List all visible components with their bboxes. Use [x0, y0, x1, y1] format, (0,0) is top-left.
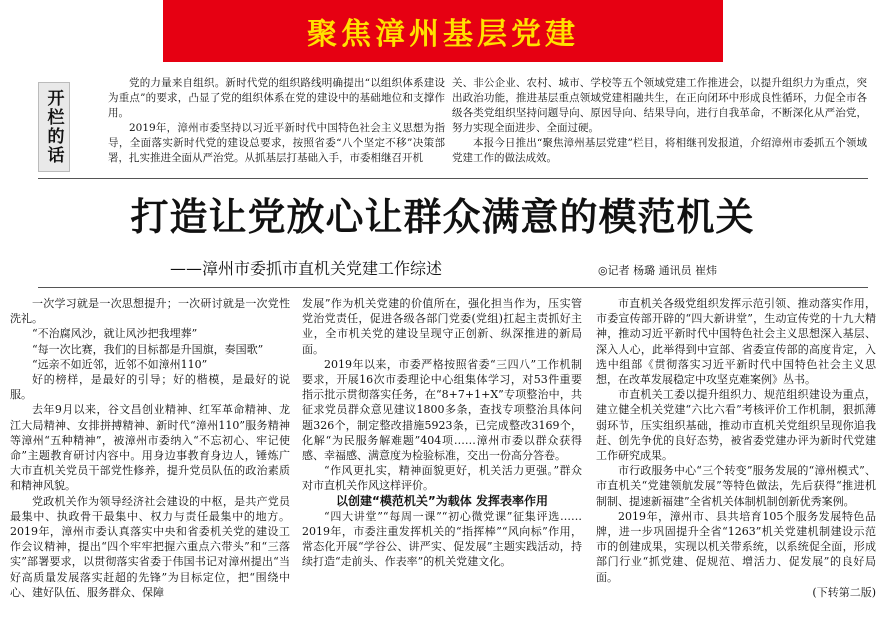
section-banner — [163, 0, 723, 62]
paragraph: 2019年，漳州市、县共培育105个服务发展特色品牌，进一步巩固提升全省“1263”机关党建机制建设示范市的创建成果，实现以机关带系统，以系统促全面，形成部门行业“抓党建、促规范、增活力、促发展”的良好局面。 — [596, 509, 876, 584]
quote: “远亲不如近邻，近邻不如漳州110” — [32, 357, 208, 371]
paragraph: 党政机关作为领导经济社会建设的中枢，是共产党员最集中、执政骨干最集中、权力与责任最集中的地方。2019年，漳州市委认真落实中央和省委机关党的建设工作会议精神，提出“四个牢牢把握六重点六带头”和“三落实”部署要求，以贯彻落实省委于伟国书记对漳州提出“当好高质量发展落实赶超的先锋”为目标定位，把“围绕中心、建好队伍、服务群众、保障 — [10, 494, 290, 599]
continued-note: (下转第二版) — [812, 585, 876, 599]
quote: “不治腐风沙，就让风沙把我埋葬” — [32, 327, 198, 341]
paragraph: 发展”作为机关党建的价值所在，强化担当作为，压实管党治党责任，促进各级各部门党委(党组)扛起主责抓好主业，全市机关党的建设呈现守正创新、纵深推进的新局面。 — [302, 297, 582, 356]
quote: “每一次比赛，我们的目标都是升国旗，奏国歌” — [32, 342, 264, 356]
paragraph: 市直机关工委以提升组织力、规范组织建设为重点，建立健全机关党建“六比六看”考核评价工作机制，狠抓薄弱环节，压实组织基础，推动市直机关党组织呈现你追我赶、创先争优的良好态势，被省委党建办评为新时代党建工作研究成果。 — [596, 388, 876, 463]
article-column-3 — [596, 296, 876, 600]
intro-right — [452, 76, 867, 166]
intro-paragraph: 党的力量来自组织。新时代党的组织路线明确提出“以组织体系建设为重点”的要求，凸显了党的组织体系在党的建设中的基础地位和支撑作用。 — [108, 77, 445, 119]
headline: 打造让党放心让群众满意的模范机关 — [130, 195, 755, 239]
paragraph: 2019年以来，市委严格按照省委“三四八”工作机制要求，开展16次市委理论中心组集体学习，对53件重要指示批示贯彻落实任务，在“8+7+1+X”专项整治中，共征求党员群众意见建议1800多条，查找专项整治具体问题326个，制定整改措施5923条，已完成整改3169个，化解“为民服务解难题”404项……漳州市委以群众获得感、幸福感、满意度为检验标准，交出一份高分答卷。 — [302, 357, 582, 463]
divider — [38, 287, 868, 288]
subheadline: ——漳州市委抓市直机关党建工作综述 — [170, 259, 443, 278]
paragraph: 市直机关各级党组织发挥示范引领、推动落实作用，市委宣传部开辟的“四大新讲堂”，生动宣传党的十九大精神，推动习近平新时代中国特色社会主义思想深入基层、深入人心，此举得到中宣部、省委宣传部的高度肯定，入选中组部《贯彻落实习近平新时代中国特色社会主义思想，在改革发展稳定中攻坚克难案例》丛书。 — [596, 297, 876, 387]
article-column-2 — [302, 296, 582, 570]
banner-title: 聚焦漳州基层党建 — [307, 17, 579, 52]
paragraph: 去年9月以来，谷文昌创业精神、红军革命精神、龙江大局精神、女排拼搏精神、新时代“漳州110”服务精神等漳州“五种精神”，被漳州市委纳入“不忘初心、牢记使命”主题教育研讨内容中。用身边事教育身边人，锤炼广大市直机关党员干部党性修养，提升党员队伍的政治素质和精神风貌。 — [10, 403, 290, 493]
paragraph: “作风更扎实，精神面貌更好，机关活力更强。”群众对市直机关作风这样评价。 — [302, 464, 582, 493]
paragraph: “四大讲堂”“每周一课”“初心微党课”征集评选……2019年，市委注重发挥机关的“指挥棒”“风向标”作用，常态化开展“学谷公、讲严实、促发展”主题实践活动，持续打造“走前头、作表率”的机关党建文化。 — [302, 509, 582, 569]
intro-paragraph: 本报今日推出“聚焦漳州基层党建”栏目，将相继刊发报道，介绍漳州市委抓五个领域党建工作的做法成效。 — [452, 137, 867, 164]
divider — [38, 178, 868, 179]
paragraph: 好的榜样，是最好的引导；好的楷模，是最好的说服。 — [10, 373, 290, 402]
intro-paragraph: 2019年，漳州市委坚持以习近平新时代中国特色社会主义思想为指导，全面落实新时代党的建设总要求，按照省委“八个坚定不移”决策部署，扎实推进全面从严治党。从抓基层打基础入手，市委相继召开机 — [108, 122, 445, 164]
article-column-1 — [10, 296, 290, 600]
paragraph: 一次学习就是一次思想提升；一次研讨就是一次党性洗礼。 — [10, 297, 290, 326]
paragraph: 市行政服务中心“三个转变”服务发展的“漳州模式”、市直机关“党建领航发展”等特色做法，先后获得“推进机制制、提速新福建”全省机关体制机制创新优秀案例。 — [596, 464, 876, 508]
intro-left — [108, 76, 445, 166]
section-heading: 以创建“模范机关”为载体 发挥表率作用 — [336, 493, 548, 508]
column-tag: 开栏的话 — [38, 82, 70, 172]
byline: ◎记者 杨璐 通讯员 崔炜 — [598, 264, 718, 277]
intro-paragraph: 关、非公企业、农村、城市、学校等五个领域党建工作推进会，以提升组织力为重点，突出政治功能，推进基层重点领域党建相融共生，在正向闭环中形成良性循环，力促全市各级各类党组织坚持问题导向、原因导向、结果导向，进行自我革命，不断深化从严治党，努力实现全面进步、全面过硬。 — [452, 77, 867, 134]
